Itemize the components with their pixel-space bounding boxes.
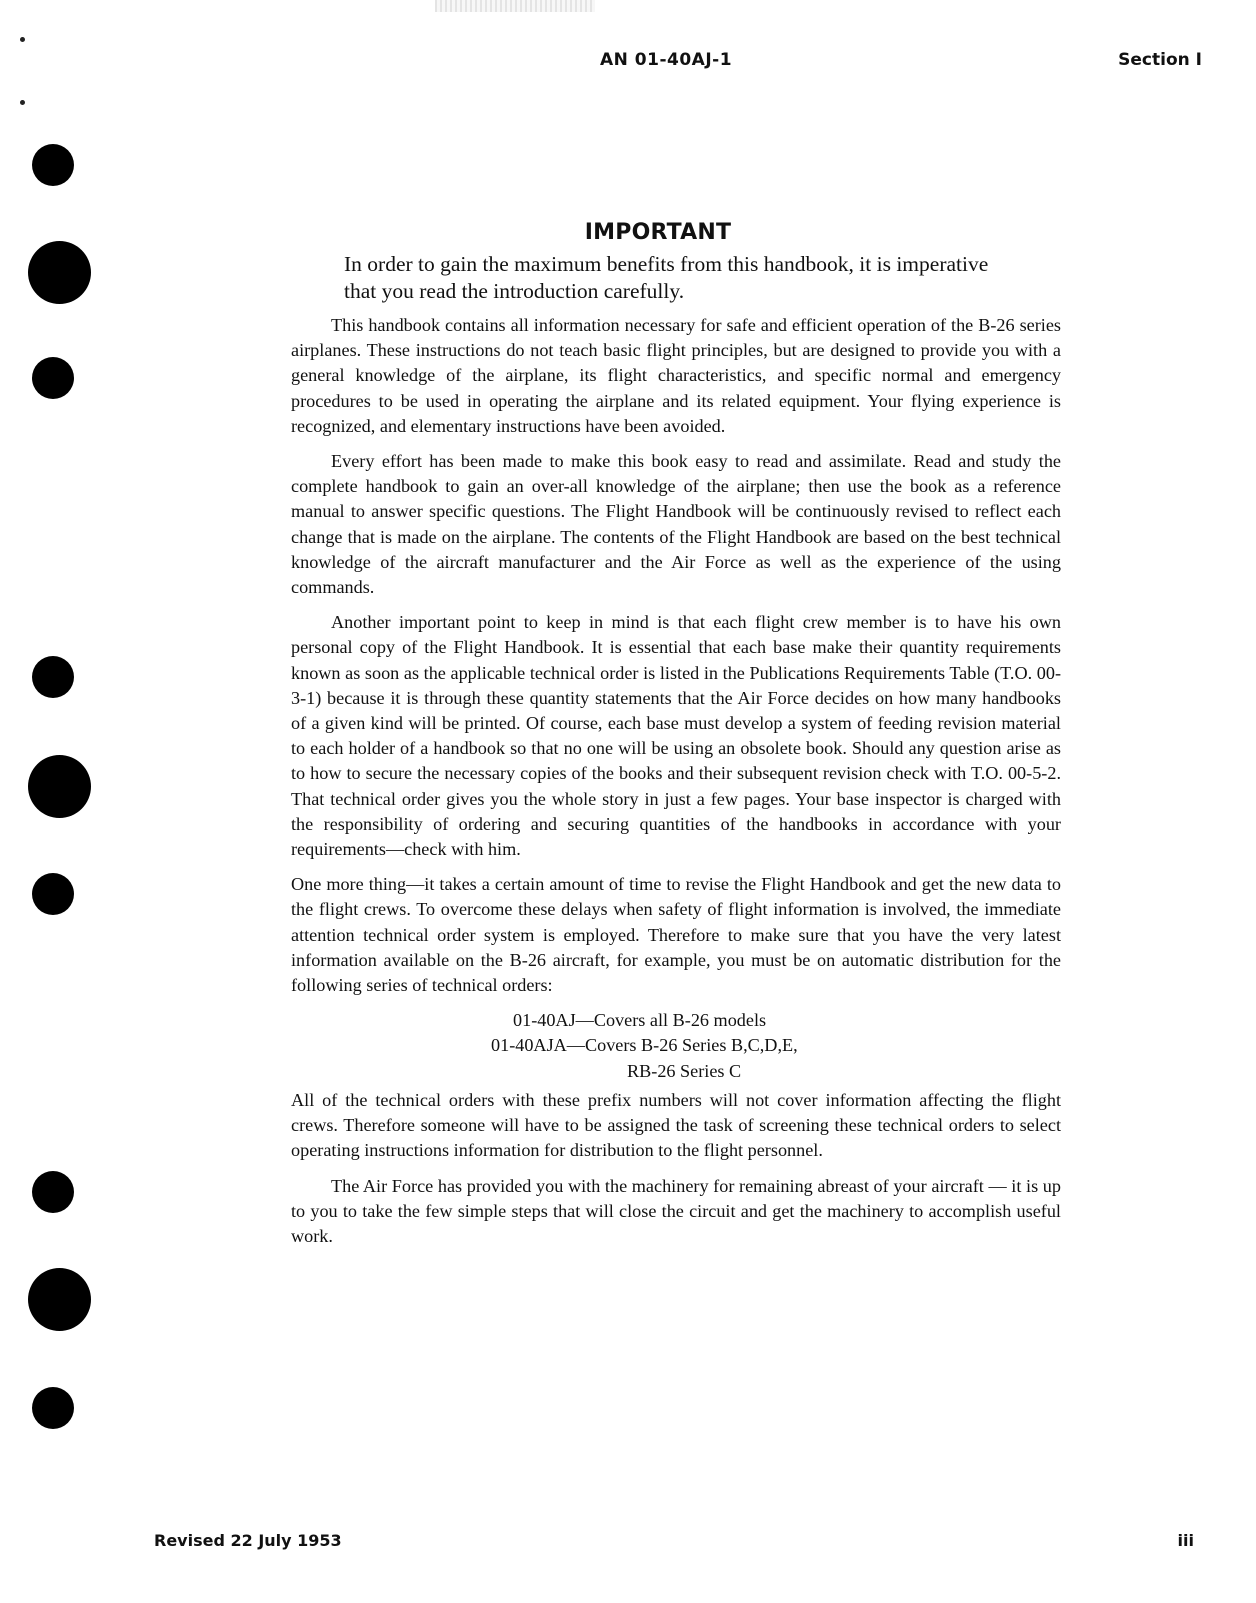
paragraph: Another important point to keep in mind is that each flight crew member is to have his own personal copy of the Flight Handbook. It is essential that each base make their quantity requirements known as soon as the applicable technical order is listed in the Publications Requirements Table (T.O. 00-3-1) because it is through these quantity statements that the Air Force decides on how many handbooks of a given kind will be printed. Of course, each base must develop a system of feeding revision material to each holder of a handbook so that no one will be using an obsolete book. Should any question arise as to how to secure the necessary copies of the books and their subsequent revision check with T.O. 00-5-2. That technical order gives you the whole story in just a few pages. Your base inspector is charged with the responsibility of ordering and securing quantities of the handbooks in accordance with your requirements—check with him. xyxy=(291,612,1061,860)
binder-hole xyxy=(28,241,91,304)
binder-hole xyxy=(32,656,74,698)
binder-hole xyxy=(32,1387,74,1429)
binder-hole xyxy=(32,873,74,915)
paragraph: One more thing—it takes a certain amount of time to revise the Flight Handbook and get the new data to the flight crews. To overcome these delays when safety of flight information is involved, the immediate attention technical order system is employed. Therefore to make sure that you have the very latest information available on the B-26 aircraft, for example, you must be on automatic distribution for the following series of technical orders: xyxy=(291,874,1061,996)
document-number: AN 01-40AJ-1 xyxy=(600,50,733,70)
page-title: IMPORTANT xyxy=(584,220,732,245)
technical-orders-list xyxy=(291,1008,1061,1084)
paragraph: This handbook contains all information necessary for safe and efficient operation of the B-26 series airplanes. These instructions do not teach basic flight principles, but are designed to provide you with a general knowledge of the airplane, its flight characteristics, and specific normal and emergency procedures to be used in operating the airplane and its related equipment. Your flying experience is recognized, and elementary instructions have been avoided. xyxy=(291,315,1061,436)
margin-mark xyxy=(20,100,25,105)
binder-hole xyxy=(28,1268,91,1331)
scan-artifact xyxy=(435,0,595,12)
revision-date: Revised 22 July 1953 xyxy=(154,1531,342,1550)
order-item: 01-40AJ—Covers all B-26 models xyxy=(513,1010,767,1031)
binder-hole xyxy=(32,357,74,399)
binder-hole xyxy=(32,1171,74,1213)
lead-statement: In order to gain the maximum benefits from this handbook, it is imperative that you read the introduction carefully. xyxy=(344,252,989,303)
paragraph: Every effort has been made to make this book easy to read and assimilate. Read and study the complete handbook to gain an over-all knowledge of the airplane; then use the book as a reference manual to answer specific questions. The Flight Handbook will be continuously revised to reflect each change that is made on the airplane. The contents of the Flight Handbook are based on the best technical knowledge of the aircraft manufacturer and the Air Force as well as the experience of the using commands. xyxy=(291,451,1061,598)
binder-hole xyxy=(32,144,74,186)
order-item: 01-40AJA—Covers B-26 Series B,C,D,E, xyxy=(491,1035,798,1056)
page-number: iii xyxy=(1177,1531,1194,1550)
paragraph: All of the technical orders with these prefix numbers will not cover information affecting the flight crews. Therefore someone will have to be assigned the task of screening these technical orders to select operating instructions information for distribution to the flight personnel. xyxy=(291,1089,1061,1161)
body-text xyxy=(291,313,1061,1259)
margin-mark xyxy=(20,37,25,42)
binder-hole xyxy=(28,755,91,818)
section-label: Section I xyxy=(1118,50,1202,70)
order-item: RB-26 Series C xyxy=(627,1060,742,1081)
paragraph: The Air Force has provided you with the machinery for remaining abreast of your aircraft — it is up to you to take the few simple steps that will close the circuit and get the machinery to accomplish useful work. xyxy=(291,1175,1061,1246)
